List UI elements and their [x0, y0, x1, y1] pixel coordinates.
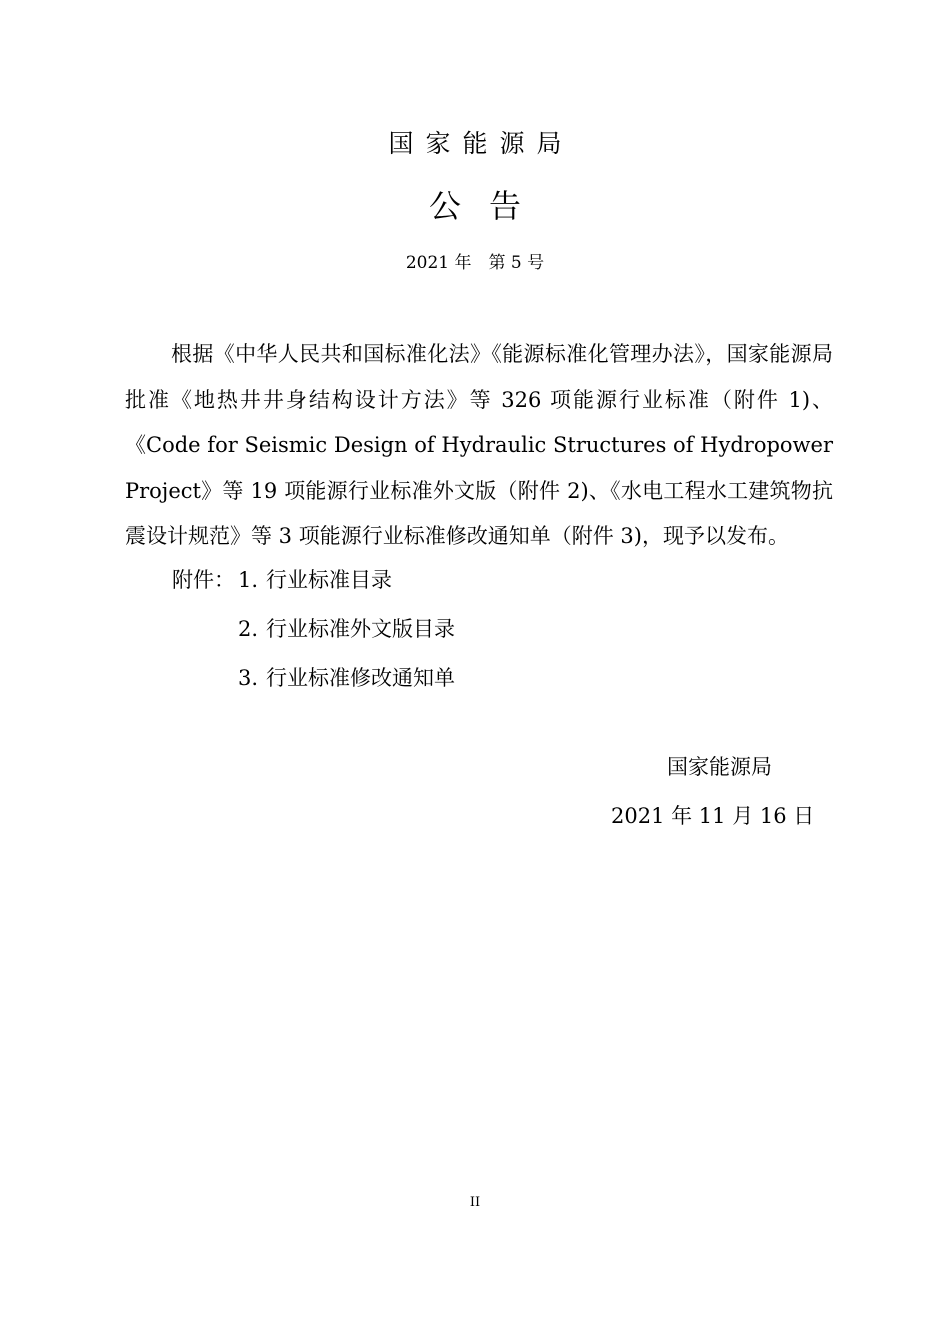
notice-title: 公告: [428, 187, 549, 225]
attachment-number: 3.: [238, 666, 259, 690]
issue-number: 2021 年 第 5 号: [405, 253, 545, 273]
attachment-item: [172, 556, 455, 605]
attachment-number: 2.: [238, 617, 259, 641]
attachment-item: [172, 654, 455, 703]
attachment-title: 行业标准外文版目录: [266, 617, 455, 641]
announcement-paragraph: 根据《中华人民共和国标准化法》《能源标准化管理办法》，国家能源局批准《地热井井身结构设计方法》等 326 项能源行业标准（附件 1)、《Code for Seismic Design of Hydraulic Structures of Hydropower Project》等 19 项能源行业标准外文版（附件 2)、《水电工程水工建筑物抗震设计规范》等 3 项能源行业标准修改通知单（附件 3)，现予以发布。: [125, 342, 833, 548]
attachment-item: [172, 605, 455, 654]
page-number: II: [469, 1195, 481, 1210]
attachment-number: 1.: [238, 568, 259, 592]
signature-agency: 国家能源局: [667, 755, 772, 779]
attachments-label: 附件：: [172, 568, 235, 592]
attachment-title: 行业标准修改通知单: [266, 666, 455, 690]
issuing-agency-heading: 国家能源局: [388, 129, 574, 158]
signature-date: 2021 年 11 月 16 日: [611, 804, 815, 828]
attachment-title: 行业标准目录: [266, 568, 392, 592]
attachments-list: [172, 556, 455, 703]
